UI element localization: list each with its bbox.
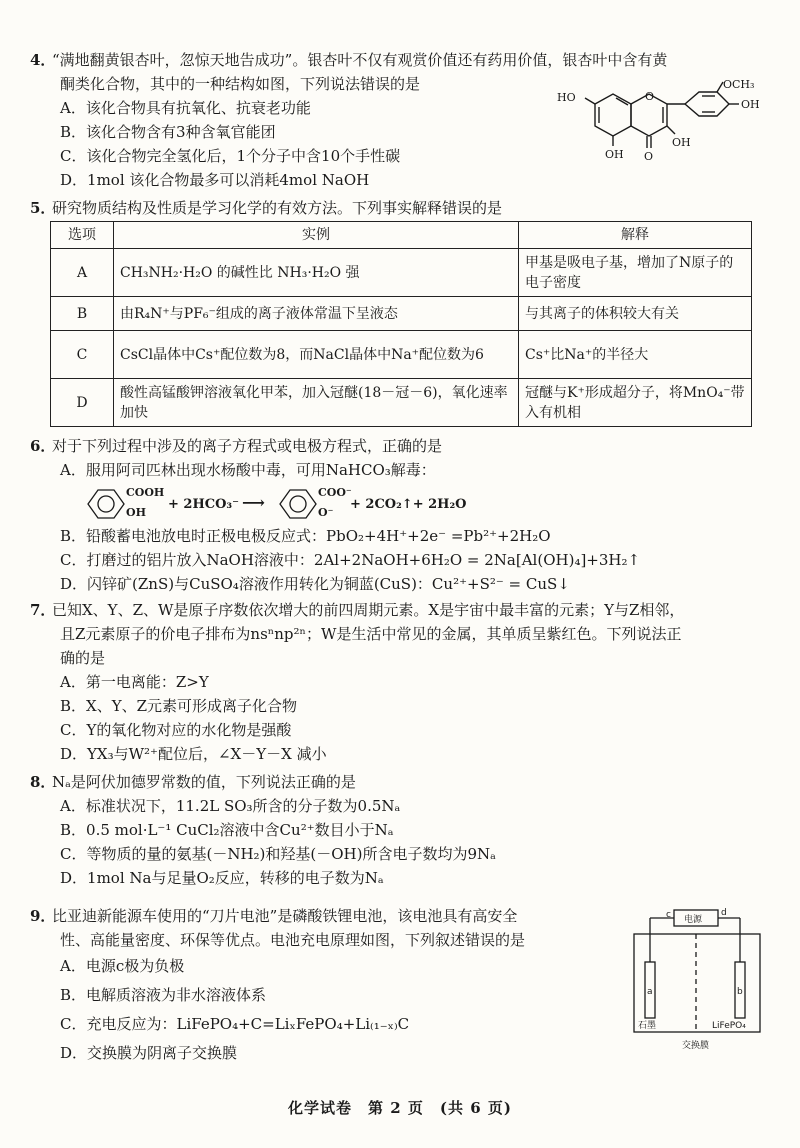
flavonoid-structure — [555, 78, 770, 170]
q9-option-d: D．交换膜为阴离子交换膜 — [60, 1044, 238, 1062]
q7-line2: 且Z元素原子的价电子排布为nsⁿnp²ⁿ；W是生活中常见的金属，其单质呈紫红色。下列说法正 — [60, 625, 682, 643]
question-5 — [30, 196, 750, 220]
row-explain: 甲基是吸电子基，增加了N原子的电子密度 — [519, 249, 752, 297]
q5-stem: 研究物质结构及性质是学习化学的有效方法。下列事实解释错误的是 — [52, 199, 503, 217]
q4-line2: 酮类化合物，其中的一种结构如图，下列说法错误的是 — [60, 75, 421, 93]
benzene-left — [88, 490, 124, 518]
q7-line3: 确的是 — [60, 649, 106, 667]
row-option: A — [51, 249, 114, 297]
q7-option-d: D．YX₃与W²⁺配位后，∠X－Y－X 减小 — [60, 745, 327, 763]
q6-number: 6． — [30, 437, 56, 455]
q4-option-a: A．该化合物具有抗氧化、抗衰老功能 — [60, 99, 311, 117]
label-a: a — [647, 987, 653, 997]
question-6 — [30, 434, 750, 482]
label-power: 电源 — [684, 915, 703, 925]
q4-line1-text: “满地翻黄银杏叶，忽惊天地告成功”。银杏叶不仅有观赏价值还有药用价值，银杏叶中含有黄 — [52, 51, 668, 69]
header-explain: 解释 — [519, 222, 752, 249]
label-oh-ring: OH — [672, 136, 691, 149]
eq-plus1: + 2HCO₃⁻ — [168, 497, 239, 512]
eq-arrow: ⟶ — [242, 493, 265, 512]
header-example: 实例 — [114, 222, 519, 249]
q6-option-d: D．闪锌矿(ZnS)与CuSO₄溶液作用转化为铜蓝(CuS)：Cu²⁺+S²⁻ = CuS↓ — [60, 575, 570, 593]
label-o-ring: O — [645, 90, 655, 103]
label-och3: OCH₃ — [723, 78, 755, 91]
label-d: d — [721, 908, 727, 918]
q6-equation — [80, 484, 540, 524]
row-explain: 与其离子的体积较大有关 — [519, 297, 752, 331]
q9-line1: 比亚迪新能源车使用的“刀片电池”是磷酸铁锂电池，该电池具有高安全 — [52, 907, 518, 925]
label-b: b — [737, 987, 743, 997]
label-graphite: 石墨 — [638, 1021, 657, 1031]
q6-option-c: C．打磨过的铝片放入NaOH溶液中：2Al+2NaOH+6H₂O = 2Na[Al(OH)₄]+3H₂↑ — [60, 551, 641, 569]
q8-stem: Nₐ是阿伏加德罗常数的值，下列说法正确的是 — [52, 773, 356, 791]
q6-option-a: A．服用阿司匹林出现水杨酸中毒，可用NaHCO₃解毒： — [60, 461, 436, 479]
label-c: c — [666, 910, 671, 920]
q7-number: 7． — [30, 601, 56, 619]
q7-option-a: A．第一电离能：Z>Y — [60, 673, 209, 691]
eq-coo: COO⁻ — [318, 486, 352, 499]
eq-plus2: + 2CO₂↑+ 2H₂O — [350, 497, 467, 512]
row-option: C — [51, 331, 114, 379]
label-oh-bottom: OH — [605, 148, 624, 161]
label-o-bottom: O — [644, 150, 654, 163]
q4-option-b: B．该化合物含有3种含氧官能团 — [60, 123, 276, 141]
q9-option-b: B．电解质溶液为非水溶液体系 — [60, 986, 267, 1004]
q9-option-c: C．充电反应为：LiFePO₄+C=LiₓFePO₄+Li₍₁₋ₓ₎C — [60, 1015, 410, 1033]
q5-table — [50, 221, 752, 427]
label-membrane: 交换膜 — [682, 1041, 710, 1051]
q7-line1: 已知X、Y、Z、W是原子序数依次增大的前四周期元素。X是宇宙中最丰富的元素；Y与Z相邻， — [52, 601, 685, 619]
header-option: 选项 — [51, 222, 114, 249]
q8-number: 8． — [30, 773, 56, 791]
row-explain: Cs⁺比Na⁺的半径大 — [519, 331, 752, 379]
row-example: CH₃NH₂·H₂O 的碱性比 NH₃·H₂O 强 — [114, 249, 519, 297]
q9-option-a: A．电源c极为负极 — [60, 957, 185, 975]
q8-option-d: D．1mol Na与足量O₂反应，转移的电子数为Nₐ — [60, 869, 384, 887]
q4-option-d: D．1mol 该化合物最多可以消耗4mol NaOH — [60, 171, 370, 189]
row-option: D — [51, 379, 114, 427]
row-example: 酸性高锰酸钾溶液氧化甲苯，加入冠醚(18－冠－6)，氧化速率加快 — [114, 379, 519, 427]
page-footer: 化学试卷 第 2 页 (共 6 页) — [288, 1099, 512, 1117]
q4-line1 — [30, 48, 750, 72]
q4-option-c: C．该化合物完全氢化后，1个分子中含10个手性碳 — [60, 147, 401, 165]
row-example: CsCl晶体中Cs⁺配位数为8，而NaCl晶体中Na⁺配位数为6 — [114, 331, 519, 379]
battery-diagram — [628, 906, 768, 1056]
question-8 — [30, 770, 750, 890]
q6-option-b: B．铅酸蓄电池放电时正极电极反应式：PbO₂+4H⁺+2e⁻ =Pb²⁺+2H₂O — [60, 527, 551, 545]
eq-oh: OH — [126, 506, 146, 519]
q8-option-b: B．0.5 mol·L⁻¹ CuCl₂溶液中含Cu²⁺数目小于Nₐ — [60, 821, 394, 839]
eq-o: O⁻ — [318, 506, 334, 519]
label-ho-left: HO — [557, 91, 576, 104]
q4-number: 4． — [30, 51, 56, 69]
row-example: 由R₄N⁺与PF₆⁻组成的离子液体常温下呈液态 — [114, 297, 519, 331]
row-explain: 冠醚与K⁺形成超分子，将MnO₄⁻带入有机相 — [519, 379, 752, 427]
q8-option-a: A．标准状况下，11.2L SO₃所含的分子数为0.5Nₐ — [60, 797, 401, 815]
q9-number: 9． — [30, 907, 56, 925]
label-lifepo4: LiFePO₄ — [712, 1021, 746, 1031]
cell-container — [634, 934, 760, 1032]
table-row — [51, 297, 752, 331]
table-row — [51, 331, 752, 379]
q9-line2: 性、高能量密度、环保等优点。电池充电原理如图，下列叙述错误的是 — [60, 931, 526, 949]
benzene-right — [280, 490, 316, 518]
q8-option-c: C．等物质的量的氨基(－NH₂)和羟基(－OH)所含电子数均为9Nₐ — [60, 845, 496, 863]
table-row — [51, 249, 752, 297]
ring-a — [595, 94, 631, 136]
table-row — [51, 379, 752, 427]
row-option: B — [51, 297, 114, 331]
q7-option-c: C．Y的氧化物对应的水化物是强酸 — [60, 721, 292, 739]
q6-stem: 对于下列过程中涉及的离子方程式或电极方程式，正确的是 — [52, 437, 443, 455]
question-7 — [30, 598, 750, 766]
label-oh-right: OH — [741, 98, 760, 111]
eq-cooh: COOH — [126, 486, 165, 499]
q5-number: 5． — [30, 199, 56, 217]
q7-option-b: B．X、Y、Z元素可形成离子化合物 — [60, 697, 298, 715]
question-6-options — [30, 524, 750, 596]
table-header-row — [51, 222, 752, 249]
